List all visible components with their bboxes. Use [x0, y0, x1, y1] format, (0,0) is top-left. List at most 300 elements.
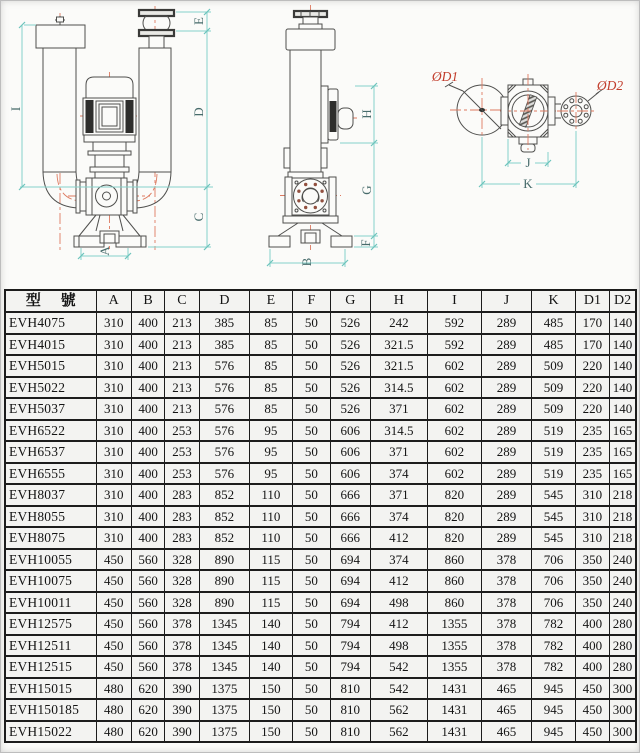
table-header	[5, 290, 636, 312]
table-row	[5, 592, 636, 614]
value-cell: 328	[165, 570, 199, 592]
value-cell: 374	[370, 463, 428, 485]
value-cell: 465	[481, 721, 532, 743]
value-cell: 140	[610, 334, 636, 356]
col-header-B: B	[131, 290, 164, 312]
col-header-C: C	[165, 290, 199, 312]
value-cell: 576	[199, 441, 250, 463]
value-cell: 115	[250, 592, 292, 614]
value-cell: 485	[532, 334, 575, 356]
front-view	[8, 6, 213, 260]
value-cell: 50	[292, 721, 330, 743]
value-cell: 378	[165, 613, 199, 635]
motor-side	[321, 86, 353, 143]
value-cell: 1375	[199, 678, 250, 700]
model-cell: EVH5015	[5, 355, 96, 377]
value-cell: 890	[199, 549, 250, 571]
value-cell: 371	[370, 484, 428, 506]
top-view	[431, 69, 623, 191]
value-cell: 450	[96, 613, 131, 635]
value-cell: 235	[575, 441, 609, 463]
value-cell: 820	[428, 506, 482, 528]
value-cell: 50	[292, 484, 330, 506]
table-row	[5, 355, 636, 377]
value-cell: 240	[610, 570, 636, 592]
value-cell: 945	[532, 721, 575, 743]
value-cell: 289	[481, 377, 532, 399]
table-row	[5, 721, 636, 743]
value-cell: 666	[331, 527, 370, 549]
value-cell: 592	[428, 334, 482, 356]
value-cell: 310	[96, 398, 131, 420]
value-cell: 289	[481, 484, 532, 506]
value-cell: 371	[370, 441, 428, 463]
value-cell: 289	[481, 463, 532, 485]
value-cell: 110	[250, 484, 292, 506]
value-cell: 310	[96, 506, 131, 528]
value-cell: 50	[292, 678, 330, 700]
value-cell: 576	[199, 355, 250, 377]
value-cell: 50	[292, 699, 330, 721]
value-cell: 85	[250, 377, 292, 399]
col-header-A: A	[96, 290, 131, 312]
value-cell: 85	[250, 355, 292, 377]
value-cell: 218	[610, 484, 636, 506]
value-cell: 140	[250, 613, 292, 635]
value-cell: 289	[481, 334, 532, 356]
value-cell: 852	[199, 506, 250, 528]
value-cell: 810	[331, 699, 370, 721]
model-cell: EVH6537	[5, 441, 96, 463]
value-cell: 450	[575, 699, 609, 721]
value-cell: 50	[292, 398, 330, 420]
value-cell: 310	[575, 484, 609, 506]
dim-label-a: A	[97, 246, 112, 256]
dim-label-i: I	[8, 106, 23, 112]
pump-body-top	[500, 74, 561, 152]
value-cell: 890	[199, 592, 250, 614]
value-cell: 289	[481, 312, 532, 334]
value-cell: 412	[370, 570, 428, 592]
value-cell: 378	[481, 592, 532, 614]
value-cell: 694	[331, 549, 370, 571]
value-cell: 706	[532, 592, 575, 614]
value-cell: 85	[250, 398, 292, 420]
value-cell: 465	[481, 678, 532, 700]
table-row	[5, 377, 636, 399]
col-header-D2: D2	[610, 290, 636, 312]
value-cell: 165	[610, 463, 636, 485]
value-cell: 480	[96, 699, 131, 721]
value-cell: 602	[428, 441, 482, 463]
dim-label-j: J	[525, 155, 531, 170]
drawing-canvas	[0, 0, 640, 287]
value-cell: 400	[575, 613, 609, 635]
value-cell: 378	[481, 656, 532, 678]
value-cell: 50	[292, 463, 330, 485]
pump-casing-front	[76, 178, 137, 215]
value-cell: 400	[131, 334, 164, 356]
value-cell: 400	[575, 656, 609, 678]
col-header-D: D	[199, 290, 250, 312]
value-cell: 310	[96, 463, 131, 485]
value-cell: 220	[575, 355, 609, 377]
value-cell: 220	[575, 377, 609, 399]
table-row	[5, 549, 636, 571]
value-cell: 253	[165, 441, 199, 463]
value-cell: 378	[165, 656, 199, 678]
value-cell: 170	[575, 312, 609, 334]
table-row	[5, 420, 636, 442]
value-cell: 310	[96, 312, 131, 334]
value-cell: 498	[370, 592, 428, 614]
value-cell: 666	[331, 506, 370, 528]
value-cell: 218	[610, 506, 636, 528]
model-cell: EVH5037	[5, 398, 96, 420]
value-cell: 400	[131, 398, 164, 420]
value-cell: 300	[610, 699, 636, 721]
value-cell: 412	[370, 613, 428, 635]
value-cell: 794	[331, 656, 370, 678]
value-cell: 253	[165, 463, 199, 485]
value-cell: 480	[96, 678, 131, 700]
value-cell: 85	[250, 312, 292, 334]
value-cell: 280	[610, 656, 636, 678]
value-cell: 945	[532, 678, 575, 700]
table-row	[5, 441, 636, 463]
value-cell: 400	[131, 484, 164, 506]
value-cell: 509	[532, 398, 575, 420]
value-cell: 328	[165, 549, 199, 571]
model-cell: EVH12515	[5, 656, 96, 678]
value-cell: 860	[428, 592, 482, 614]
header-row	[5, 290, 636, 312]
value-cell: 1345	[199, 635, 250, 657]
dim-label-f: F	[358, 239, 373, 247]
value-cell: 400	[131, 441, 164, 463]
value-cell: 560	[131, 549, 164, 571]
value-cell: 213	[165, 398, 199, 420]
value-cell: 560	[131, 635, 164, 657]
value-cell: 390	[165, 699, 199, 721]
value-cell: 140	[610, 355, 636, 377]
value-cell: 1375	[199, 721, 250, 743]
technical-drawings	[0, 0, 640, 287]
value-cell: 310	[575, 527, 609, 549]
value-cell: 706	[532, 570, 575, 592]
value-cell: 782	[532, 635, 575, 657]
value-cell: 852	[199, 484, 250, 506]
value-cell: 350	[575, 592, 609, 614]
col-header-K: K	[532, 290, 575, 312]
table-row	[5, 463, 636, 485]
value-cell: 890	[199, 570, 250, 592]
model-cell: EVH8037	[5, 484, 96, 506]
value-cell: 310	[96, 441, 131, 463]
table-row	[5, 678, 636, 700]
value-cell: 310	[96, 484, 131, 506]
right-tank	[139, 10, 174, 172]
value-cell: 706	[532, 549, 575, 571]
table-row	[5, 699, 636, 721]
model-cell: EVH12511	[5, 635, 96, 657]
value-cell: 140	[250, 656, 292, 678]
value-cell: 498	[370, 635, 428, 657]
value-cell: 400	[575, 635, 609, 657]
value-cell: 450	[575, 678, 609, 700]
value-cell: 253	[165, 420, 199, 442]
dim-label-b: B	[299, 257, 314, 267]
value-cell: 140	[250, 635, 292, 657]
value-cell: 526	[331, 312, 370, 334]
value-cell: 480	[96, 721, 131, 743]
value-cell: 378	[481, 613, 532, 635]
value-cell: 280	[610, 613, 636, 635]
value-cell: 606	[331, 420, 370, 442]
col-header-E: E	[250, 290, 292, 312]
value-cell: 289	[481, 527, 532, 549]
value-cell: 945	[532, 699, 575, 721]
model-cell: EVH10011	[5, 592, 96, 614]
value-cell: 50	[292, 377, 330, 399]
value-cell: 820	[428, 527, 482, 549]
value-cell: 50	[292, 420, 330, 442]
value-cell: 240	[610, 549, 636, 571]
value-cell: 526	[331, 377, 370, 399]
model-cell: EVH8075	[5, 527, 96, 549]
value-cell: 213	[165, 355, 199, 377]
value-cell: 150	[250, 699, 292, 721]
value-cell: 400	[131, 527, 164, 549]
value-cell: 110	[250, 506, 292, 528]
value-cell: 289	[481, 355, 532, 377]
col-header-H: H	[370, 290, 428, 312]
col-header-G: G	[331, 290, 370, 312]
model-cell: EVH10075	[5, 570, 96, 592]
value-cell: 350	[575, 549, 609, 571]
value-cell: 300	[610, 678, 636, 700]
value-cell: 213	[165, 334, 199, 356]
value-cell: 465	[481, 699, 532, 721]
value-cell: 378	[481, 549, 532, 571]
value-cell: 860	[428, 549, 482, 571]
value-cell: 560	[131, 570, 164, 592]
value-cell: 1355	[428, 656, 482, 678]
value-cell: 110	[250, 527, 292, 549]
value-cell: 1375	[199, 699, 250, 721]
dim-label-k: K	[523, 176, 533, 191]
motor-front	[83, 77, 136, 135]
value-cell: 602	[428, 463, 482, 485]
value-cell: 576	[199, 463, 250, 485]
value-cell: 95	[250, 420, 292, 442]
value-cell: 85	[250, 334, 292, 356]
value-cell: 321.5	[370, 355, 428, 377]
value-cell: 810	[331, 678, 370, 700]
col-header-I: I	[428, 290, 482, 312]
model-cell: EVH5022	[5, 377, 96, 399]
dimension-table	[4, 289, 637, 743]
col-header-F: F	[292, 290, 330, 312]
value-cell: 235	[575, 420, 609, 442]
model-cell: EVH150185	[5, 699, 96, 721]
value-cell: 283	[165, 506, 199, 528]
value-cell: 50	[292, 527, 330, 549]
value-cell: 289	[481, 398, 532, 420]
value-cell: 576	[199, 398, 250, 420]
value-cell: 378	[481, 570, 532, 592]
value-cell: 50	[292, 635, 330, 657]
value-cell: 310	[96, 355, 131, 377]
value-cell: 378	[165, 635, 199, 657]
table-row	[5, 484, 636, 506]
value-cell: 213	[165, 377, 199, 399]
dim-label-d1: ØD1	[431, 69, 459, 84]
value-cell: 50	[292, 441, 330, 463]
value-cell: 560	[131, 656, 164, 678]
value-cell: 602	[428, 355, 482, 377]
value-cell: 576	[199, 377, 250, 399]
value-cell: 400	[131, 377, 164, 399]
value-cell: 310	[96, 334, 131, 356]
value-cell: 450	[96, 592, 131, 614]
col-header-J: J	[481, 290, 532, 312]
value-cell: 519	[532, 441, 575, 463]
value-cell: 50	[292, 355, 330, 377]
value-cell: 170	[575, 334, 609, 356]
value-cell: 694	[331, 570, 370, 592]
table-row	[5, 312, 636, 334]
value-cell: 810	[331, 721, 370, 743]
value-cell: 310	[96, 527, 131, 549]
pump-column-front	[84, 135, 135, 178]
value-cell: 526	[331, 334, 370, 356]
model-cell: EVH6522	[5, 420, 96, 442]
value-cell: 1355	[428, 635, 482, 657]
value-cell: 606	[331, 463, 370, 485]
value-cell: 390	[165, 678, 199, 700]
value-cell: 350	[575, 570, 609, 592]
value-cell: 620	[131, 678, 164, 700]
table-body	[5, 312, 636, 742]
value-cell: 450	[96, 549, 131, 571]
value-cell: 374	[370, 506, 428, 528]
base-side	[269, 216, 352, 247]
value-cell: 50	[292, 613, 330, 635]
value-cell: 794	[331, 635, 370, 657]
base-front	[74, 215, 146, 247]
value-cell: 115	[250, 549, 292, 571]
value-cell: 545	[532, 527, 575, 549]
value-cell: 450	[96, 570, 131, 592]
value-cell: 450	[96, 635, 131, 657]
value-cell: 390	[165, 721, 199, 743]
dim-label-c: C	[191, 212, 206, 222]
value-cell: 602	[428, 398, 482, 420]
value-cell: 666	[331, 484, 370, 506]
value-cell: 220	[575, 398, 609, 420]
value-cell: 150	[250, 678, 292, 700]
value-cell: 782	[532, 613, 575, 635]
value-cell: 519	[532, 420, 575, 442]
model-cell: EVH10055	[5, 549, 96, 571]
value-cell: 485	[532, 312, 575, 334]
value-cell: 150	[250, 721, 292, 743]
value-cell: 321.5	[370, 334, 428, 356]
value-cell: 314.5	[370, 377, 428, 399]
value-cell: 606	[331, 441, 370, 463]
value-cell: 115	[250, 570, 292, 592]
value-cell: 378	[481, 635, 532, 657]
value-cell: 283	[165, 527, 199, 549]
dim-label-d: D	[191, 107, 206, 117]
value-cell: 782	[532, 656, 575, 678]
value-cell: 620	[131, 699, 164, 721]
value-cell: 289	[481, 441, 532, 463]
value-cell: 1431	[428, 678, 482, 700]
value-cell: 242	[370, 312, 428, 334]
value-cell: 310	[96, 420, 131, 442]
table-row	[5, 398, 636, 420]
value-cell: 542	[370, 678, 428, 700]
value-cell: 509	[532, 355, 575, 377]
col-header-D1: D1	[575, 290, 609, 312]
dim-label-h: H	[359, 109, 374, 119]
value-cell: 218	[610, 527, 636, 549]
value-cell: 50	[292, 506, 330, 528]
value-cell: 412	[370, 527, 428, 549]
table-row	[5, 635, 636, 657]
value-cell: 385	[199, 334, 250, 356]
col-header-model: 型 號	[5, 290, 96, 312]
value-cell: 576	[199, 420, 250, 442]
table-row	[5, 656, 636, 678]
value-cell: 545	[532, 484, 575, 506]
dim-label-g: G	[359, 185, 374, 195]
model-cell: EVH15015	[5, 678, 96, 700]
value-cell: 562	[370, 699, 428, 721]
value-cell: 562	[370, 721, 428, 743]
value-cell: 1345	[199, 613, 250, 635]
value-cell: 371	[370, 398, 428, 420]
value-cell: 95	[250, 463, 292, 485]
dim-label-d2: ØD2	[596, 78, 624, 93]
value-cell: 95	[250, 441, 292, 463]
value-cell: 542	[370, 656, 428, 678]
value-cell: 602	[428, 377, 482, 399]
model-cell: EVH8055	[5, 506, 96, 528]
value-cell: 165	[610, 420, 636, 442]
value-cell: 526	[331, 355, 370, 377]
value-cell: 1431	[428, 699, 482, 721]
value-cell: 820	[428, 484, 482, 506]
value-cell: 794	[331, 613, 370, 635]
value-cell: 450	[96, 656, 131, 678]
model-cell: EVH15022	[5, 721, 96, 743]
value-cell: 314.5	[370, 420, 428, 442]
value-cell: 328	[165, 592, 199, 614]
discharge-flange	[557, 89, 603, 130]
value-cell: 509	[532, 377, 575, 399]
value-cell: 400	[131, 506, 164, 528]
value-cell: 240	[610, 592, 636, 614]
table-row	[5, 334, 636, 356]
value-cell: 400	[131, 312, 164, 334]
value-cell: 694	[331, 592, 370, 614]
value-cell: 400	[131, 355, 164, 377]
value-cell: 450	[575, 721, 609, 743]
value-cell: 560	[131, 592, 164, 614]
